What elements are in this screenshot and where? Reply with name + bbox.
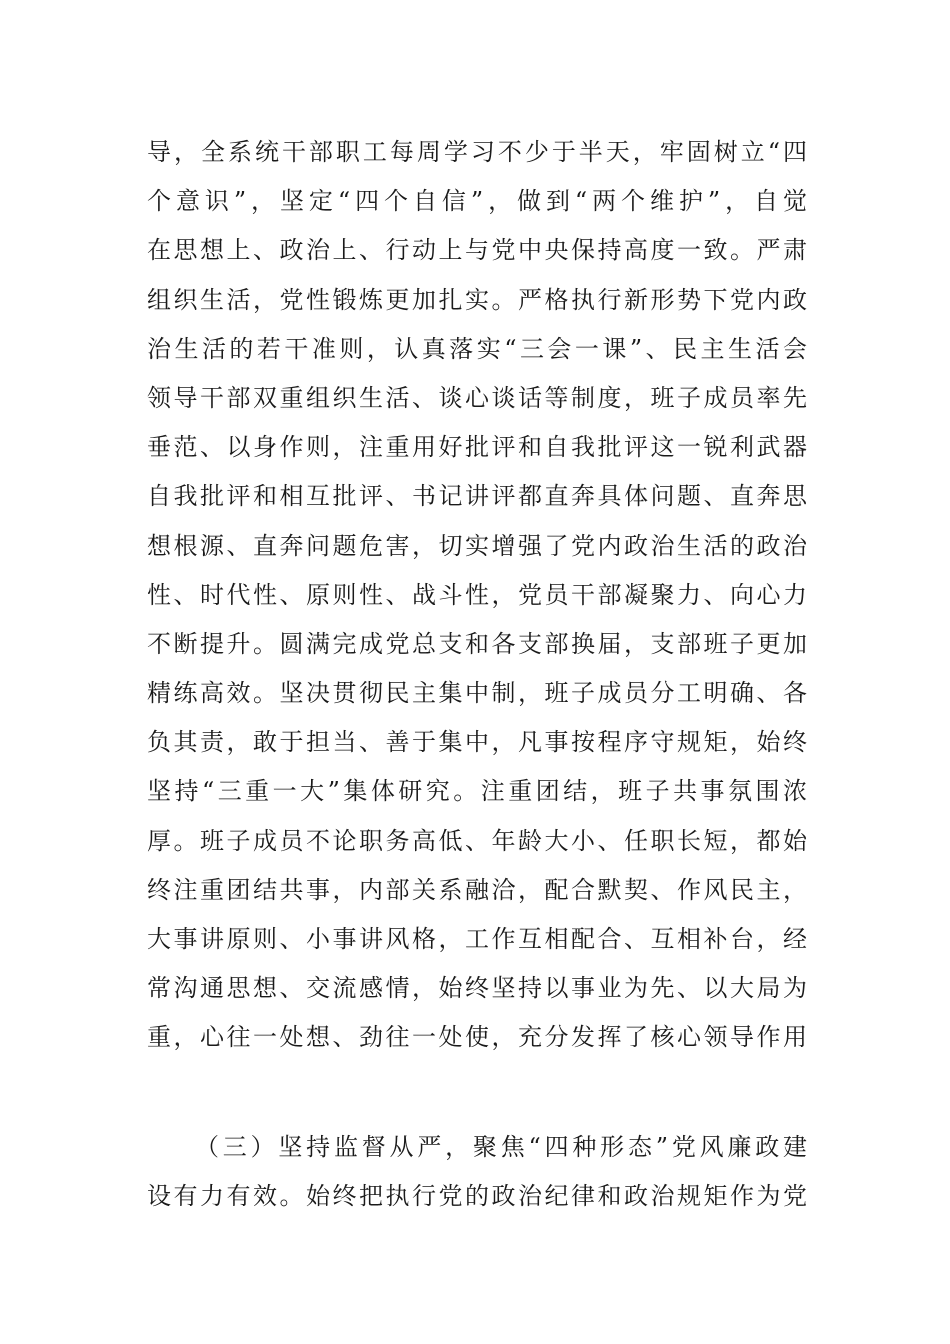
section-heading-line: （三）坚持监督从严，聚焦“四种形态”党风廉政建 [195, 1133, 807, 1161]
paragraph-line: 负其责，敢于担当、善于集中，凡事按程序守规矩，始终 [147, 728, 807, 757]
paragraph-line: 坚持“三重一大”集体研究。注重团结，班子共事氛围浓 [147, 777, 807, 806]
paragraph-line: 厚。班子成员不论职务高低、年龄大小、任职长短，都始 [147, 826, 807, 855]
paragraph-line: 自我批评和相互批评、书记讲评都直奔具体问题、直奔思 [147, 482, 807, 511]
paragraph-line: 不断提升。圆满完成党总支和各支部换届，支部班子更加 [147, 629, 807, 658]
paragraph-line: 终注重团结共事，内部关系融洽，配合默契、作风民主， [147, 875, 807, 904]
paragraph-line: 设有力有效。始终把执行党的政治纪律和政治规矩作为党 [147, 1182, 807, 1211]
paragraph-line: 精练高效。坚决贯彻民主集中制，班子成员分工明确、各 [147, 679, 807, 708]
paragraph-line: 领导干部双重组织生活、谈心谈话等制度，班子成员率先 [147, 383, 807, 412]
paragraph-line: 导，全系统干部职工每周学习不少于半天，牢固树立“四 [147, 138, 807, 166]
paragraph-line: 想根源、直奔问题危害，切实增强了党内政治生活的政治 [147, 531, 807, 560]
paragraph-line: 在思想上、政治上、行动上与党中央保持高度一致。严肃 [147, 236, 807, 265]
paragraph-line: 垂范、以身作则，注重用好批评和自我批评这一锐利武器 [147, 433, 807, 462]
paragraph-line: 治生活的若干准则，认真落实“三会一课”、民主生活会 [147, 334, 807, 363]
paragraph-line: 常沟通思想、交流感情，始终坚持以事业为先、以大局为 [147, 974, 807, 1003]
paragraph-line: 性、时代性、原则性、战斗性，党员干部凝聚力、向心力 [147, 580, 807, 609]
paragraph-line: 大事讲原则、小事讲风格，工作互相配合、互相补台，经 [147, 925, 807, 953]
paragraph-line: 个意识”，坚定“四个自信”，做到“两个维护”，自觉 [147, 187, 807, 216]
paragraph-line: 重，心往一处想、劲往一处使，充分发挥了核心领导作用 [147, 1023, 807, 1052]
paragraph-line: 组织生活，党性锻炼更加扎实。严格执行新形势下党内政 [147, 285, 807, 314]
body-paragraph [147, 128, 807, 1063]
section-heading-paragraph [147, 1123, 807, 1221]
